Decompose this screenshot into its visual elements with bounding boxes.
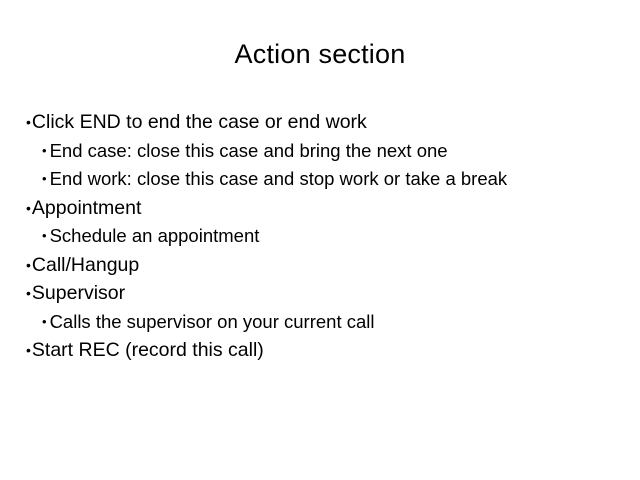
page-title: Action section <box>234 39 406 69</box>
list-item <box>26 222 626 251</box>
bullet-marker-icon: • <box>26 256 31 273</box>
bullet-marker-icon: • <box>26 285 31 301</box>
list-item-label: Call/Hangup <box>31 253 140 276</box>
list-item <box>26 279 626 308</box>
bullet-marker-icon: • <box>26 199 31 216</box>
list-item-label: Schedule an appointment <box>49 225 260 246</box>
list-item <box>26 137 626 166</box>
bullet-marker-icon: • <box>42 228 47 243</box>
bullet-marker-icon: • <box>42 313 47 329</box>
list-item-label: Start REC (record this call) <box>31 339 264 361</box>
list-item-label: Supervisor <box>31 282 126 304</box>
list-item-label: Appointment <box>31 196 142 219</box>
list-item <box>26 165 626 194</box>
bullet-list <box>26 108 626 365</box>
bullet-marker-icon: • <box>42 171 47 186</box>
bullet-marker-icon: • <box>26 342 31 358</box>
list-item-label: End case: close this case and bring the next one <box>49 139 448 161</box>
bullet-marker-icon: • <box>26 114 31 130</box>
list-item <box>26 194 626 223</box>
list-item <box>26 251 626 280</box>
list-item-label: Calls the supervisor on your current call <box>49 310 375 332</box>
list-item <box>26 308 626 337</box>
list-item <box>26 336 626 365</box>
list-item <box>26 108 626 137</box>
list-item-label: End work: close this case and stop work or take a break <box>49 168 508 189</box>
list-item-label: Click END to end the case or end work <box>31 111 367 133</box>
bullet-marker-icon: • <box>42 142 47 158</box>
